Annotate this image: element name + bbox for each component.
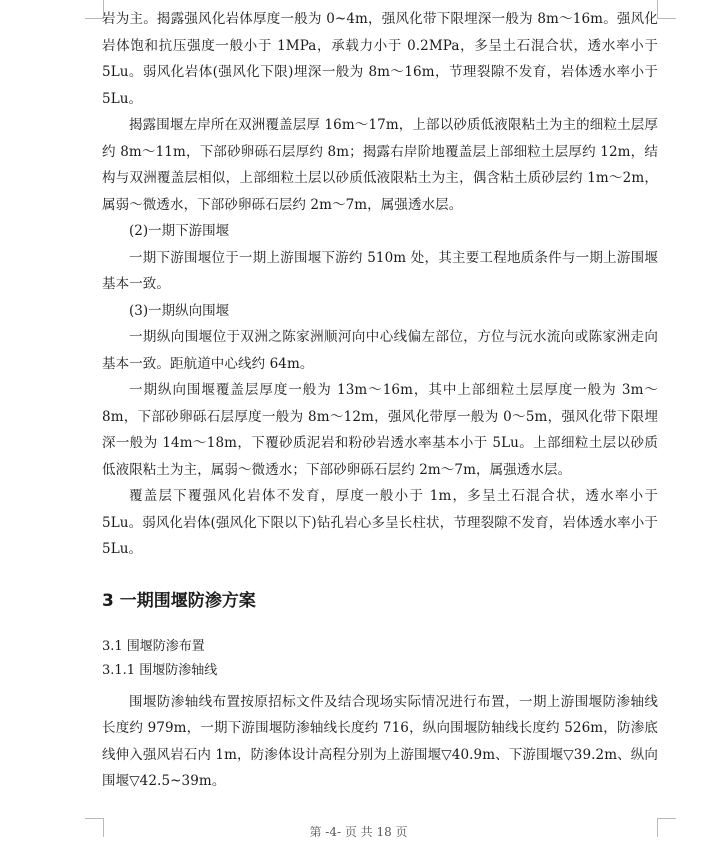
paragraph-weathering: 岩为主。揭露强风化岩体厚度一般为 0~4m，强风化带下限埋深一般为 8m～16m。强风化岩体饱和抗压强度一般小于 1MPa，承载力小于 0.2MPa，多呈土石混合状，透水率小于 5Lu。弱风化岩体(强风化下限)埋深一般为 8m～16m，节理裂隙不发育，岩体透水率小于 5Lu。	[102, 11, 658, 107]
paragraph-downstream-cofferdam: 一期下游围堰位于一期上游围堰下游约 510m 处，其主要工程地质条件与一期上游围堰基本一致。	[102, 249, 658, 292]
paragraph-overburden: 揭露围堰左岸所在双洲覆盖层厚 16m～17m，上部以砂质低液限粘土为主的细粒土层厚约 8m～11m，下部砂卵砾石层厚约 8m；揭露右岸阶地覆盖层上部细粒土层厚约 12m，结构与双洲覆盖层相似，上部细粒土层以砂质低液限粘土为主，偶含粘土质砂层约 1m～2m，属弱～微透水，下部砂卵砾石层约 2m～7m，属强透水层。	[102, 117, 658, 213]
subheading-longitudinal-cofferdam: (3)一期纵向围堰	[129, 302, 230, 319]
paragraph-longitudinal-rock: 覆盖层下覆强风化岩体不发育，厚度一般小于 1m，多呈土石混合状，透水率小于 5Lu。弱风化岩体(强风化下限以下)钻孔岩心多呈长柱状，节理裂隙不发育，岩体透水率小于 5Lu。	[102, 488, 658, 557]
crop-mark-top-right	[657, 0, 676, 19]
page-content	[102, 6, 658, 795]
paragraph-longitudinal-overburden: 一期纵向围堰覆盖层厚度一般为 13m～16m，其中上部细粒土层厚度一般为 3m～8m，下部砂卵砾石层厚度一般为 8m～12m，强风化带厚一般为 0～5m，强风化带下限埋深一般为 14m～18m，下覆砂质泥岩和粉砂岩透水率基本小于 5Lu。上部细粒土层以砂质低液限粘土为主，属弱～微透水；下部砂卵砾石层约 2m～7m，属强透水层。	[102, 382, 658, 478]
section-heading-anti-seepage: 3 一期围堰防渗方案	[102, 590, 256, 611]
page-footer: 第 -4- 页 共 18 页	[309, 825, 408, 839]
paragraph-anti-seepage-axis: 围堰防渗轴线布置按原招标文件及结合现场实际情况进行布置，一期上游围堰防渗轴线长度约 979m，一期下游围堰防渗轴线长度约 716，纵向围堰防轴线长度约 526m，防渗底线伸入强风岩石内 1m，防渗体设计高程分别为上游围堰▽40.9m、下游围堰▽39.2m、纵向围堰▽42.5~39m。	[102, 693, 658, 789]
subheading-downstream-cofferdam: (2)一期下游围堰	[129, 223, 230, 239]
subsection-heading-layout: 3.1 围堰防渗布置	[102, 638, 205, 654]
paragraph-longitudinal-location: 一期纵向围堰位于双洲之陈家洲顺河向中心线偏左部位，方位与沅水流向或陈家洲走向基本一致。距航道中心线约 64m。	[102, 329, 658, 372]
subsection-heading-axis: 3.1.1 围堰防渗轴线	[102, 662, 218, 678]
